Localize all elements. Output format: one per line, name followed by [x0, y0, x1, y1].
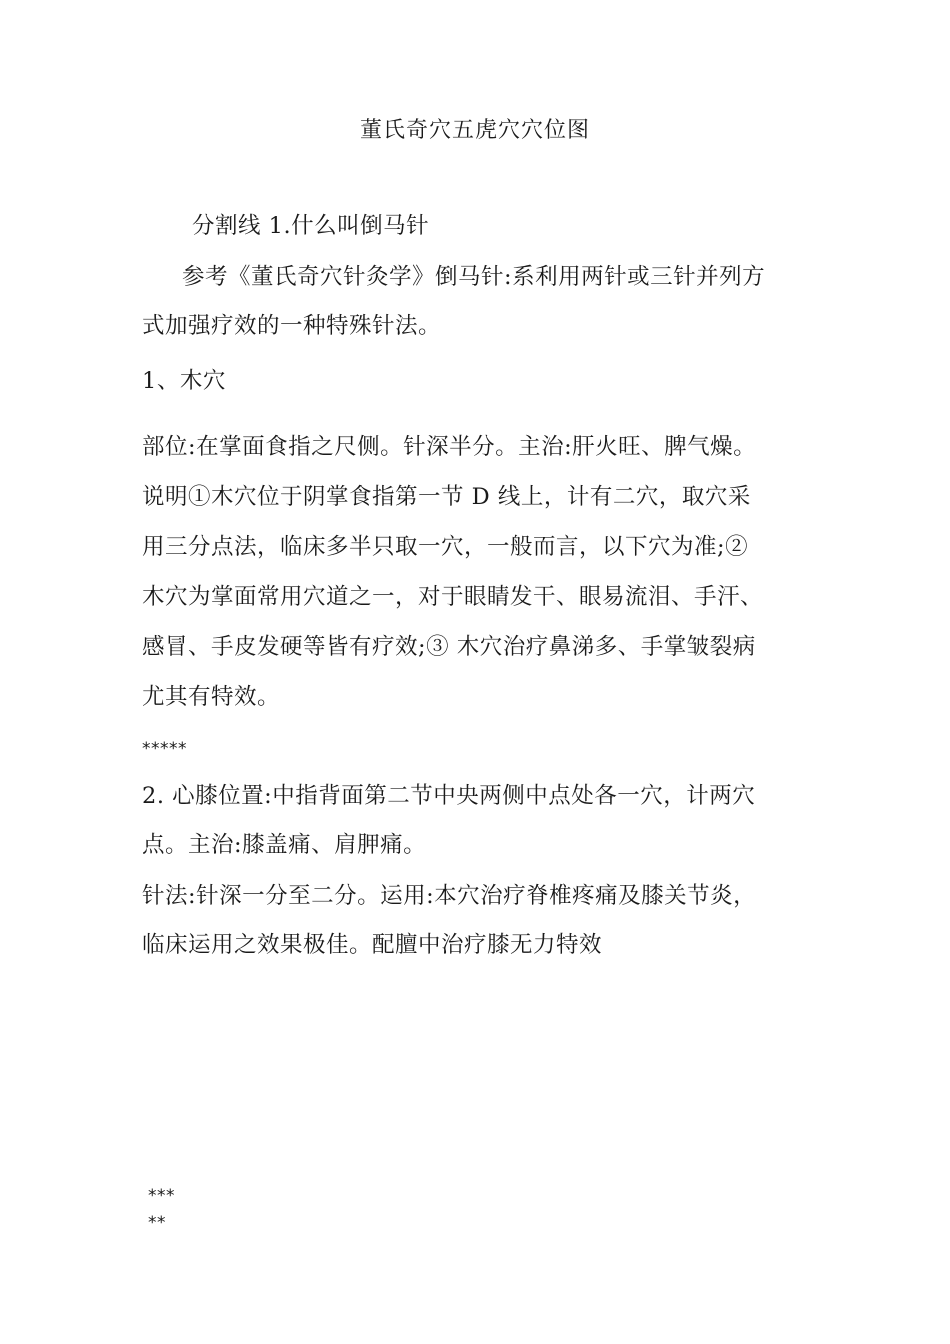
paragraph-line: 尤其有特效。	[142, 684, 281, 710]
section-heading: 1、木穴	[142, 368, 226, 394]
paragraph-line: 木穴为掌面常用穴道之一，对于眼睛发干、眼易流泪、手汗、	[142, 584, 764, 610]
paragraph-line: 参考《董氏奇穴针灸学》倒马针:系利用两针或三针并列方	[182, 264, 766, 290]
paragraph-line: 用三分点法，临床多半只取一穴，一般而言，以下穴为准;②	[142, 534, 749, 560]
paragraph-line: 针法:针深一分至二分。运用:本穴治疗脊椎疼痛及膝关节炎，	[142, 883, 757, 909]
paragraph-line: 式加强疗效的一种特殊针法。	[142, 313, 442, 339]
separator-stars: *****	[142, 739, 187, 759]
paragraph-line: 临床运用之效果极佳。配膻中治疗膝无力特效	[142, 932, 603, 958]
paragraph-line: 说明①木穴位于阴掌食指第一节 D 线上，计有二穴，取穴采	[142, 484, 751, 510]
paragraph-line: 2. 心膝位置:中指背面第二节中央两侧中点处各一穴，计两穴	[142, 783, 756, 809]
paragraph-line: 部位:在掌面食指之尺侧。针深半分。主治:肝火旺、脾气燥。	[142, 434, 757, 460]
footer-stars: ***	[148, 1186, 175, 1206]
paragraph-line: 点。主治:膝盖痛、肩胛痛。	[142, 832, 427, 858]
document-title: 董氏奇穴五虎穴穴位图	[359, 118, 590, 143]
paragraph-line: 感冒、手皮发硬等皆有疗效;③ 木穴治疗鼻涕多、手掌皱裂病	[142, 634, 756, 660]
footer-stars: **	[148, 1213, 166, 1233]
section-heading: 分割线 1.什么叫倒马针	[192, 213, 430, 239]
